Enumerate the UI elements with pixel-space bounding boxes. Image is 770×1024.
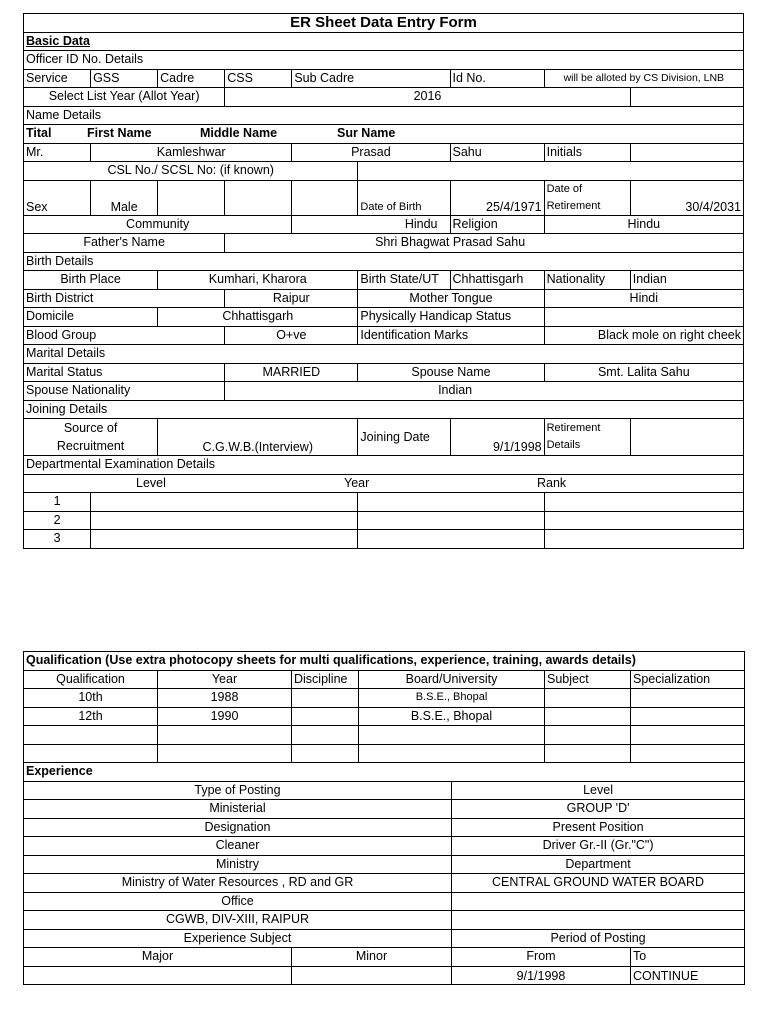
dept-exam-level-cell[interactable] [91, 493, 358, 512]
from-value[interactable]: 9/1/1998 [452, 966, 631, 985]
mother-tongue-label: Mother Tongue [358, 289, 544, 308]
qualification-experience-form [23, 651, 745, 985]
experience-subject-label: Experience Subject [24, 929, 452, 948]
office-label: Office [24, 892, 452, 911]
father-label: Father's Name [24, 234, 225, 253]
qual-qualification-cell[interactable] [24, 744, 158, 763]
dor-label-line1: Date of [546, 182, 583, 195]
designation-label: Designation [24, 818, 452, 837]
department-label: Department [452, 855, 745, 874]
officer-id-label: Officer ID No. Details [24, 51, 744, 70]
dept-exam-rank-cell[interactable] [544, 511, 743, 530]
dor-value[interactable]: 30/4/2031 [630, 180, 743, 215]
initials-label: Initials [544, 143, 630, 162]
sex-label: Sex [24, 180, 91, 215]
first-name-label: First Name [87, 126, 152, 141]
domicile-value[interactable]: Chhattisgarh [158, 308, 358, 327]
office-value[interactable]: CGWB, DIV-XIII, RAIPUR [24, 911, 452, 930]
dept-exam-year-cell[interactable] [358, 511, 544, 530]
birth-district-label: Birth District [24, 289, 225, 308]
birth-details-heading: Birth Details [24, 252, 744, 271]
qualification-row [24, 689, 745, 708]
qualification-row [24, 726, 745, 745]
form-title: ER Sheet Data Entry Form [24, 14, 744, 33]
service-label: Service [24, 69, 91, 88]
qual-header-qualification: Qualification [24, 670, 158, 689]
qual-board-cell[interactable] [359, 744, 545, 763]
csl-label: CSL No./ SCSL No: (if known) [24, 162, 358, 181]
dor-label-line2: Retirement [546, 199, 601, 212]
qual-board-cell[interactable]: B.S.E., Bhopal [359, 707, 545, 726]
qual-specialization-cell[interactable] [631, 707, 745, 726]
cadre-value[interactable]: CSS [225, 69, 292, 88]
spouse-nationality-value[interactable]: Indian [225, 382, 744, 401]
cadre-label: Cadre [158, 69, 225, 88]
qual-specialization-cell[interactable] [631, 744, 745, 763]
major-value[interactable] [24, 966, 292, 985]
id-no-note: will be alloted by CS Division, LNB [544, 69, 743, 88]
initials-value[interactable] [630, 143, 743, 162]
dept-exam-row-number: 3 [24, 530, 91, 549]
qual-header-discipline: Discipline [292, 670, 359, 689]
middle-name-value[interactable]: Prasad [292, 143, 450, 162]
period-of-posting-label: Period of Posting [452, 929, 745, 948]
sex-value[interactable]: Male [91, 180, 158, 215]
birth-state-value[interactable]: Chhattisgarh [450, 271, 544, 290]
qual-discipline-cell[interactable] [292, 689, 359, 708]
sex-blank-2[interactable] [225, 180, 292, 215]
type-of-posting-label: Type of Posting [24, 781, 452, 800]
minor-label: Minor [292, 948, 452, 967]
sub-cadre-label: Sub Cadre [292, 69, 450, 88]
dor-label [544, 180, 630, 215]
qual-discipline-cell[interactable] [292, 707, 359, 726]
qual-header-board: Board/University [359, 670, 545, 689]
list-year-label: Select List Year (Allot Year) [24, 88, 225, 107]
office-blank-2[interactable] [452, 911, 745, 930]
major-label: Major [24, 948, 292, 967]
dept-exam-row [24, 511, 744, 530]
dob-label: Date of Birth [358, 180, 450, 215]
nationality-label: Nationality [544, 271, 630, 290]
father-value[interactable]: Shri Bhagwat Prasad Sahu [225, 234, 744, 253]
dept-exam-year-cell[interactable] [358, 530, 544, 549]
domicile-label: Domicile [24, 308, 158, 327]
qual-subject-cell[interactable] [545, 707, 631, 726]
spouse-name-label: Spouse Name [358, 363, 544, 382]
retirement-label-line1: Retirement [546, 422, 601, 434]
qual-specialization-cell[interactable] [631, 689, 745, 708]
sur-name-label: Sur Name [337, 126, 396, 141]
joining-heading: Joining Details [24, 400, 744, 419]
present-position-value[interactable]: Driver Gr.-II (Gr."C") [452, 837, 745, 856]
office-blank-1[interactable] [452, 892, 745, 911]
designation-value[interactable]: Cleaner [24, 837, 452, 856]
spouse-name-value[interactable]: Smt. Lalita Sahu [544, 363, 743, 382]
to-label: To [631, 948, 745, 967]
tital-label: Tital [26, 126, 52, 141]
minor-value[interactable] [292, 966, 452, 985]
qualification-row [24, 744, 745, 763]
tital-value[interactable]: Mr. [24, 143, 91, 162]
handicap-label: Physically Handicap Status [358, 308, 544, 327]
qual-subject-cell[interactable] [545, 744, 631, 763]
qual-year-cell[interactable]: 1988 [158, 689, 292, 708]
experience-heading: Experience [24, 763, 745, 782]
sur-name-value[interactable]: Sahu [450, 143, 544, 162]
joining-date-value[interactable]: 9/1/1998 [450, 419, 544, 456]
qual-specialization-cell[interactable] [631, 726, 745, 745]
dept-exam-level-cell[interactable] [91, 530, 358, 549]
dept-exam-row-number: 1 [24, 493, 91, 512]
mother-tongue-value[interactable]: Hindi [544, 289, 743, 308]
qual-year-cell[interactable] [158, 726, 292, 745]
level-value[interactable]: GROUP 'D' [452, 800, 745, 819]
birth-place-label: Birth Place [24, 271, 158, 290]
to-value[interactable]: CONTINUE [631, 966, 745, 985]
type-of-posting-value[interactable]: Ministerial [24, 800, 452, 819]
dept-exam-row [24, 530, 744, 549]
source-label-line2: Recruitment [56, 439, 125, 453]
dept-exam-rank-cell[interactable] [544, 493, 743, 512]
qual-header-subject: Subject [545, 670, 631, 689]
id-no-label: Id No. [450, 69, 544, 88]
dept-exam-row [24, 493, 744, 512]
qual-board-cell[interactable] [359, 726, 545, 745]
list-year-value[interactable]: 2016 [225, 88, 630, 107]
religion-label: Religion [450, 215, 544, 234]
blood-group-value[interactable]: O+ve [225, 326, 358, 345]
joining-date-label: Joining Date [358, 419, 450, 456]
middle-name-label: Middle Name [200, 126, 278, 141]
handicap-value[interactable] [544, 308, 743, 327]
ministry-value[interactable]: Ministry of Water Resources , RD and GR [24, 874, 452, 893]
name-header-row [24, 125, 744, 144]
dept-year-label: Year [344, 475, 370, 490]
spouse-nationality-label: Spouse Nationality [24, 382, 225, 401]
dob-value[interactable]: 25/4/1971 [450, 180, 544, 215]
birth-place-value[interactable]: Kumhari, Kharora [158, 271, 358, 290]
qual-subject-cell[interactable] [545, 726, 631, 745]
qual-discipline-cell[interactable] [292, 726, 359, 745]
qual-discipline-cell[interactable] [292, 744, 359, 763]
level-label: Level [452, 781, 745, 800]
dept-exam-heading: Departmental Examination Details [24, 456, 744, 475]
community-value[interactable]: Hindu [292, 215, 450, 234]
birth-district-value[interactable]: Raipur [225, 289, 358, 308]
er-sheet-form [23, 13, 744, 549]
qual-subject-cell[interactable] [545, 689, 631, 708]
csl-value[interactable] [358, 162, 744, 181]
qualification-heading: Qualification (Use extra photocopy sheets for multi qualifications, experience, training, awards details) [24, 652, 745, 671]
dept-exam-row-number: 2 [24, 511, 91, 530]
marital-status-label: Marital Status [24, 363, 225, 382]
birth-state-label: Birth State/UT [358, 271, 450, 290]
ministry-label: Ministry [24, 855, 452, 874]
sex-blank-1[interactable] [158, 180, 225, 215]
religion-value[interactable]: Hindu [544, 215, 743, 234]
blood-group-label: Blood Group [24, 326, 225, 345]
qual-board-cell[interactable]: B.S.E., Bhopal [359, 689, 545, 708]
list-year-blank[interactable] [630, 88, 743, 107]
sex-blank-3[interactable] [292, 180, 358, 215]
qual-qualification-cell[interactable]: 10th [24, 689, 158, 708]
dept-exam-year-cell[interactable] [358, 493, 544, 512]
present-position-label: Present Position [452, 818, 745, 837]
dept-level-label: Level [136, 475, 166, 490]
source-value[interactable]: C.G.W.B.(Interview) [158, 419, 358, 456]
service-value[interactable]: GSS [91, 69, 158, 88]
first-name-value[interactable]: Kamleshwar [91, 143, 292, 162]
source-label-line1: Source of [63, 421, 118, 435]
dept-rank-label: Rank [537, 475, 567, 490]
retirement-details-value[interactable] [630, 419, 743, 456]
qual-year-cell[interactable] [158, 744, 292, 763]
qual-qualification-cell[interactable]: 12th [24, 707, 158, 726]
dept-exam-level-cell[interactable] [91, 511, 358, 530]
department-value[interactable]: CENTRAL GROUND WATER BOARD [452, 874, 745, 893]
marital-status-value[interactable]: MARRIED [225, 363, 358, 382]
community-label: Community [24, 215, 292, 234]
dept-exam-header-row [24, 474, 744, 493]
source-label [24, 419, 158, 456]
identification-label: Identification Marks [358, 326, 544, 345]
retirement-details-label [544, 419, 630, 456]
identification-value[interactable]: Black mole on right cheek [544, 326, 743, 345]
qual-year-cell[interactable]: 1990 [158, 707, 292, 726]
retirement-label-line2: Details [546, 439, 581, 451]
qualification-row [24, 707, 745, 726]
from-label: From [452, 948, 631, 967]
qual-qualification-cell[interactable] [24, 726, 158, 745]
qual-header-year: Year [158, 670, 292, 689]
nationality-value[interactable]: Indian [630, 271, 743, 290]
name-details-label: Name Details [24, 106, 744, 125]
dept-exam-rank-cell[interactable] [544, 530, 743, 549]
qual-header-specialization: Specialization [631, 670, 745, 689]
marital-heading: Marital Details [24, 345, 744, 364]
basic-data-heading: Basic Data [24, 32, 744, 51]
